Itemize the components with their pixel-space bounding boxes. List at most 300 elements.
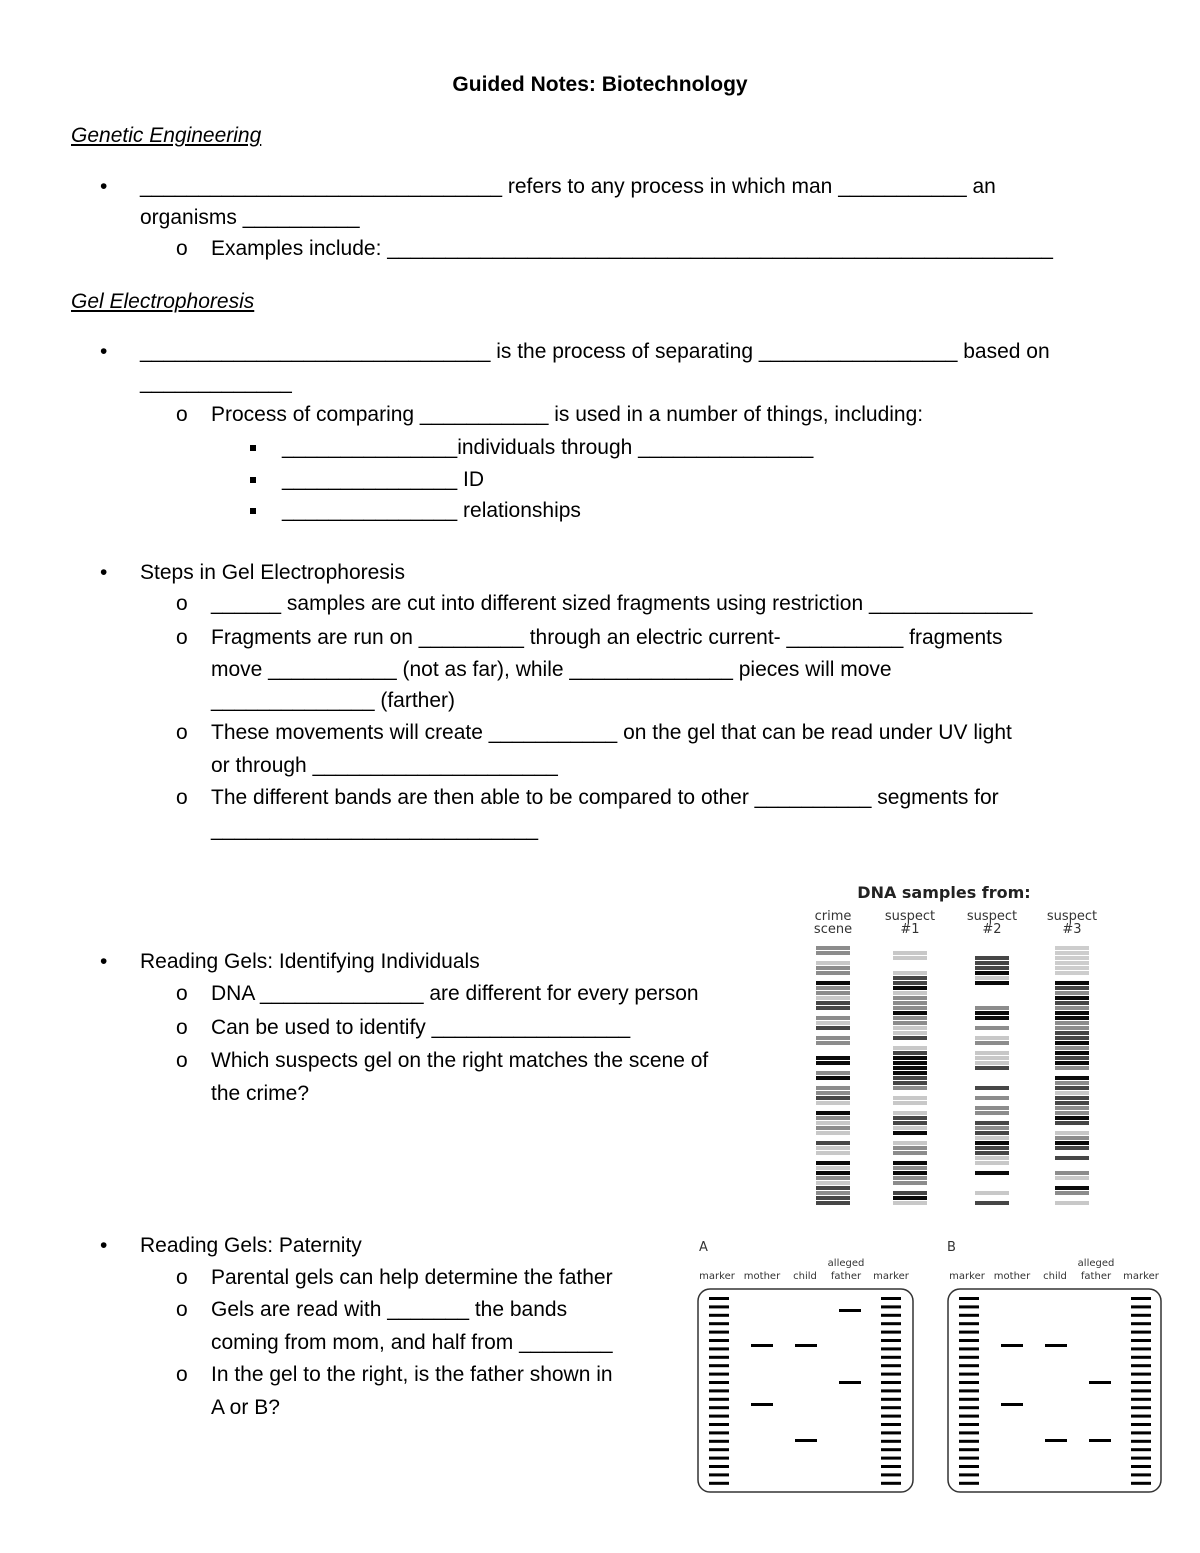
gel-band (1055, 1046, 1089, 1050)
section-genetic-engineering: Genetic Engineering (71, 124, 262, 147)
gel-band (893, 1146, 927, 1150)
mother-band (751, 1403, 773, 1406)
child-band (1045, 1439, 1067, 1442)
mother-band (1001, 1403, 1023, 1406)
sub-bullet: o (176, 626, 188, 649)
gel-band (1055, 1186, 1089, 1190)
gel-band (816, 966, 850, 970)
gel-frame (948, 1289, 1161, 1492)
gel-band (975, 1191, 1009, 1195)
col-label-suspect1: suspect (884, 909, 936, 924)
identifying-1: DNA ______________ are different for every person (211, 982, 699, 1005)
step-2-cont2: ______________ (farther) (211, 689, 456, 712)
gel-band (893, 1066, 927, 1070)
gel-band (975, 1061, 1009, 1065)
gel-band (816, 991, 850, 995)
child-band (1045, 1344, 1067, 1347)
gel-band (816, 1016, 850, 1020)
gel-band (975, 1151, 1009, 1155)
marker-band (881, 1297, 901, 1300)
label-child: child (1043, 1271, 1067, 1282)
marker-band (709, 1364, 729, 1367)
marker-band (1131, 1448, 1151, 1451)
gel-band (1055, 961, 1089, 965)
marker-band (709, 1322, 729, 1325)
bullet: • (100, 1234, 108, 1257)
gel-band (816, 1146, 850, 1150)
gel-band (1055, 1156, 1089, 1160)
paternity-heading: Reading Gels: Paternity (140, 1234, 362, 1257)
gel-frame (698, 1289, 913, 1492)
marker-band (881, 1431, 901, 1434)
gel-band (893, 1061, 927, 1065)
marker-band (881, 1415, 901, 1418)
sub-bullet: o (176, 1049, 188, 1072)
gel-band (816, 951, 850, 955)
gel-band (1055, 1191, 1089, 1195)
gel-band (1055, 1176, 1089, 1180)
label-mother: mother (993, 1271, 1031, 1282)
section-gel-electrophoresis: Gel Electrophoresis (71, 290, 255, 313)
gel-band (893, 956, 927, 960)
gel-band (975, 1041, 1009, 1045)
marker-band (1131, 1423, 1151, 1426)
gel-band (893, 1021, 927, 1025)
gel-band (893, 1121, 927, 1125)
gel-band (816, 1096, 850, 1100)
marker-band (709, 1398, 729, 1401)
identifying-2: Can be used to identify _________________ (211, 1016, 631, 1039)
gel-band (975, 1086, 1009, 1090)
genetic-engineering-definition: _______________________________ refers to any process in which man ___________ an (140, 175, 996, 198)
mother-band (751, 1344, 773, 1347)
gel-band (816, 1036, 850, 1040)
marker-band (881, 1322, 901, 1325)
gel-band (816, 1141, 850, 1145)
gel-band (1055, 1066, 1089, 1070)
marker-band (959, 1440, 979, 1443)
gel-band (1055, 1111, 1089, 1115)
marker-band (709, 1431, 729, 1434)
gel-band (1055, 1011, 1089, 1015)
marker-band (959, 1373, 979, 1376)
paternity-2-cont: coming from mom, and half from ________ (211, 1331, 613, 1354)
gel-band (1055, 1141, 1089, 1145)
gel-band (893, 1011, 927, 1015)
marker-band (959, 1448, 979, 1451)
label-marker-2: marker (873, 1271, 909, 1282)
gel-band (893, 1056, 927, 1060)
marker-band (959, 1465, 979, 1468)
gel-band (816, 1001, 850, 1005)
marker-band (959, 1473, 979, 1476)
identifying-3-cont: the crime? (211, 1082, 310, 1105)
marker-band (959, 1305, 979, 1308)
marker-band (881, 1473, 901, 1476)
marker-band (709, 1389, 729, 1392)
square-bullet (250, 445, 256, 451)
marker-band (959, 1389, 979, 1392)
gel-band (975, 1156, 1009, 1160)
gel-band (893, 971, 927, 975)
sub-bullet: o (176, 1298, 188, 1321)
gel-band (1055, 1106, 1089, 1110)
child-band (795, 1439, 817, 1442)
marker-band (1131, 1339, 1151, 1342)
gel-band (816, 1091, 850, 1095)
marker-band (959, 1423, 979, 1426)
marker-band (1131, 1473, 1151, 1476)
col-label-suspect3: suspect (1046, 909, 1098, 924)
marker-band (881, 1389, 901, 1392)
gel-band (893, 1051, 927, 1055)
gel-band (1055, 1116, 1089, 1120)
use-id: _______________ ID (282, 468, 485, 491)
marker-band (1131, 1305, 1151, 1308)
gel-band (816, 986, 850, 990)
marker-band (959, 1322, 979, 1325)
gel-band (975, 1056, 1009, 1060)
marker-band (881, 1406, 901, 1409)
col-label-suspect2: suspect (966, 909, 1018, 924)
gel-definition-cont: _____________ (140, 371, 292, 394)
step-2-cont: move ___________ (not as far), while ______________ pieces will move (211, 658, 892, 681)
marker-band (881, 1448, 901, 1451)
dna-figure-title: DNA samples from: (857, 883, 1031, 902)
gel-band (975, 1146, 1009, 1150)
gel-band (816, 1026, 850, 1030)
marker-band (1131, 1297, 1151, 1300)
gel-band (975, 1096, 1009, 1100)
gel-band (893, 1196, 927, 1200)
marker-band (709, 1331, 729, 1334)
gel-band (816, 1166, 850, 1170)
step-2: Fragments are run on _________ through an electric current- __________ fragments (211, 626, 1003, 649)
col-label-num1: #1 (900, 922, 920, 937)
gel-band (816, 1076, 850, 1080)
gel-band (975, 1011, 1009, 1015)
gel-band (975, 966, 1009, 970)
gel-band (893, 1046, 927, 1050)
marker-band (1131, 1431, 1151, 1434)
gel-band (1055, 1171, 1089, 1175)
gel-band (1055, 1136, 1089, 1140)
sub-bullet: o (176, 592, 188, 615)
gel-band (893, 1006, 927, 1010)
label-marker-2: marker (1123, 1271, 1159, 1282)
gel-band (816, 1056, 850, 1060)
panel-letter-b: B (947, 1240, 956, 1255)
dna-gel-figure (800, 878, 1110, 1213)
col-label-scene: scene (813, 922, 853, 937)
marker-band (709, 1482, 729, 1485)
gel-band (893, 1071, 927, 1075)
gel-band (893, 1151, 927, 1155)
gel-band (1055, 1146, 1089, 1150)
gel-band (816, 1151, 850, 1155)
examples-line: Examples include: _________________________________________________________ (211, 237, 1053, 260)
gel-band (893, 1036, 927, 1040)
marker-band (959, 1297, 979, 1300)
gel-band (893, 1141, 927, 1145)
father-band (839, 1381, 861, 1384)
label-alleged: alleged (1077, 1258, 1115, 1269)
step-3-cont: or through _____________________ (211, 754, 558, 777)
marker-band (709, 1465, 729, 1468)
gel-band (1055, 1001, 1089, 1005)
gel-band (1055, 1006, 1089, 1010)
child-band (795, 1344, 817, 1347)
label-mother: mother (743, 1271, 781, 1282)
gel-band (1055, 956, 1089, 960)
marker-band (1131, 1373, 1151, 1376)
gel-band (975, 976, 1009, 980)
label-father: father (830, 1271, 862, 1282)
gel-definition: ______________________________ is the process of separating _________________ based on (140, 340, 1050, 363)
marker-band (881, 1331, 901, 1334)
marker-band (709, 1339, 729, 1342)
gel-band (816, 1021, 850, 1025)
gel-band (816, 1191, 850, 1195)
marker-band (959, 1398, 979, 1401)
gel-band (975, 961, 1009, 965)
father-band (839, 1309, 861, 1312)
gel-band (893, 1081, 927, 1085)
marker-band (709, 1314, 729, 1317)
gel-band (975, 1026, 1009, 1030)
bullet: • (100, 340, 108, 363)
paternity-gel-a (695, 1235, 917, 1497)
marker-band (1131, 1364, 1151, 1367)
panel-letter-a: A (699, 1240, 708, 1255)
sub-bullet: o (176, 1016, 188, 1039)
gel-band (975, 956, 1009, 960)
gel-band (893, 976, 927, 980)
gel-band (816, 971, 850, 975)
gel-band (1055, 1036, 1089, 1040)
marker-band (1131, 1381, 1151, 1384)
marker-band (709, 1423, 729, 1426)
gel-band (1055, 981, 1089, 985)
father-band (1089, 1439, 1111, 1442)
gel-band (816, 1126, 850, 1130)
gel-band (816, 946, 850, 950)
sub-bullet: o (176, 786, 188, 809)
marker-band (959, 1331, 979, 1334)
marker-band (881, 1347, 901, 1350)
marker-band (709, 1347, 729, 1350)
bullet: • (100, 561, 108, 584)
marker-band (881, 1457, 901, 1460)
marker-band (709, 1406, 729, 1409)
gel-band (893, 1001, 927, 1005)
sub-bullet: o (176, 1266, 188, 1289)
marker-band (1131, 1331, 1151, 1334)
marker-band (1131, 1322, 1151, 1325)
marker-band (959, 1381, 979, 1384)
paternity-3: In the gel to the right, is the father shown in (211, 1363, 613, 1386)
use-relationships: _______________ relationships (282, 499, 581, 522)
father-band (1089, 1381, 1111, 1384)
gel-band (893, 1201, 927, 1205)
label-marker: marker (699, 1271, 735, 1282)
identifying-heading: Reading Gels: Identifying Individuals (140, 950, 480, 973)
gel-band (816, 1171, 850, 1175)
sub-bullet: o (176, 982, 188, 1005)
gel-band (1055, 951, 1089, 955)
use-identify-individuals: _______________individuals through _______________ (282, 436, 814, 459)
gel-band (1055, 1031, 1089, 1035)
gel-band (975, 1006, 1009, 1010)
gel-band (893, 991, 927, 995)
gel-band (816, 1041, 850, 1045)
gel-band (1055, 1056, 1089, 1060)
gel-band (816, 1201, 850, 1205)
marker-band (1131, 1314, 1151, 1317)
marker-band (881, 1314, 901, 1317)
gel-band (893, 1131, 927, 1135)
gel-band (893, 1171, 927, 1175)
gel-band (816, 1161, 850, 1165)
marker-band (881, 1381, 901, 1384)
gel-band (975, 1016, 1009, 1020)
marker-band (959, 1482, 979, 1485)
sub-bullet: o (176, 1363, 188, 1386)
marker-band (709, 1356, 729, 1359)
step-1: ______ samples are cut into different sized fragments using restriction ______________ (211, 592, 1033, 615)
gel-band (1055, 1091, 1089, 1095)
marker-band (709, 1381, 729, 1384)
gel-band (975, 971, 1009, 975)
gel-band (816, 1101, 850, 1105)
gel-band (893, 981, 927, 985)
gel-band (1055, 1131, 1089, 1135)
marker-band (709, 1297, 729, 1300)
gel-band (975, 1066, 1009, 1070)
gel-band (893, 1166, 927, 1170)
marker-band (959, 1415, 979, 1418)
gel-band (975, 1201, 1009, 1205)
gel-band (1055, 971, 1089, 975)
gel-band (1055, 1021, 1089, 1025)
gel-band (893, 1176, 927, 1180)
gel-band (1055, 1081, 1089, 1085)
bullet: • (100, 950, 108, 973)
gel-band (893, 1096, 927, 1100)
gel-band (816, 1186, 850, 1190)
col-label-crime: crime (814, 909, 852, 924)
gel-band (1055, 1076, 1089, 1080)
gel-band (816, 1121, 850, 1125)
gel-band (975, 1171, 1009, 1175)
paternity-3-cont: A or B? (211, 1396, 280, 1419)
gel-band (975, 1036, 1009, 1040)
gel-band (1055, 1086, 1089, 1090)
marker-band (1131, 1356, 1151, 1359)
gel-band (893, 1161, 927, 1165)
marker-band (881, 1356, 901, 1359)
steps-heading: Steps in Gel Electrophoresis (140, 561, 405, 584)
gel-band (1055, 1041, 1089, 1045)
paternity-2: Gels are read with _______ the bands (211, 1298, 568, 1321)
mother-band (1001, 1344, 1023, 1347)
gel-band (893, 1086, 927, 1090)
step-3: These movements will create ___________ on the gel that can be read under UV light (211, 721, 1012, 744)
gel-band (1055, 946, 1089, 950)
gel-band (1055, 966, 1089, 970)
label-child: child (793, 1271, 817, 1282)
gel-band (893, 1191, 927, 1195)
gel-band (1055, 991, 1089, 995)
genetic-engineering-definition-cont: organisms __________ (140, 206, 360, 229)
marker-band (709, 1440, 729, 1443)
gel-band (1055, 1016, 1089, 1020)
gel-band (816, 1181, 850, 1185)
label-marker: marker (949, 1271, 985, 1282)
gel-band (975, 1126, 1009, 1130)
gel-band (975, 1131, 1009, 1135)
gel-band (816, 1086, 850, 1090)
marker-band (881, 1339, 901, 1342)
gel-band (975, 1141, 1009, 1145)
step-4: The different bands are then able to be compared to other __________ segments for (211, 786, 999, 809)
gel-band (1055, 1096, 1089, 1100)
gel-band (1055, 986, 1089, 990)
gel-band (893, 986, 927, 990)
marker-band (709, 1448, 729, 1451)
gel-band (975, 1121, 1009, 1125)
marker-band (1131, 1457, 1151, 1460)
marker-band (959, 1431, 979, 1434)
marker-band (1131, 1465, 1151, 1468)
marker-band (1131, 1440, 1151, 1443)
process-comparing-line: Process of comparing ___________ is used in a number of things, including: (211, 403, 924, 426)
sub-bullet: o (176, 403, 188, 426)
sub-bullet: o (176, 237, 188, 260)
gel-band (816, 1006, 850, 1010)
gel-band (893, 1031, 927, 1035)
gel-band (975, 1136, 1009, 1140)
gel-band (816, 1131, 850, 1135)
marker-band (709, 1415, 729, 1418)
marker-band (881, 1398, 901, 1401)
marker-band (881, 1373, 901, 1376)
marker-band (959, 1406, 979, 1409)
page-title: Guided Notes: Biotechnology (452, 73, 748, 96)
gel-band (1055, 996, 1089, 1000)
gel-band (893, 1111, 927, 1115)
paternity-gel-b (945, 1235, 1167, 1497)
bullet: • (100, 175, 108, 198)
gel-band (1055, 1061, 1089, 1065)
gel-band (816, 1111, 850, 1115)
gel-band (893, 951, 927, 955)
gel-band (816, 981, 850, 985)
label-alleged: alleged (827, 1258, 865, 1269)
marker-band (1131, 1415, 1151, 1418)
marker-band (959, 1339, 979, 1342)
gel-band (893, 1116, 927, 1120)
gel-band (975, 1161, 1009, 1165)
gel-band (975, 1106, 1009, 1110)
gel-band (975, 1111, 1009, 1115)
marker-band (881, 1364, 901, 1367)
marker-band (959, 1347, 979, 1350)
gel-band (816, 1116, 850, 1120)
gel-band (893, 1026, 927, 1030)
marker-band (881, 1465, 901, 1468)
gel-band (816, 1176, 850, 1180)
